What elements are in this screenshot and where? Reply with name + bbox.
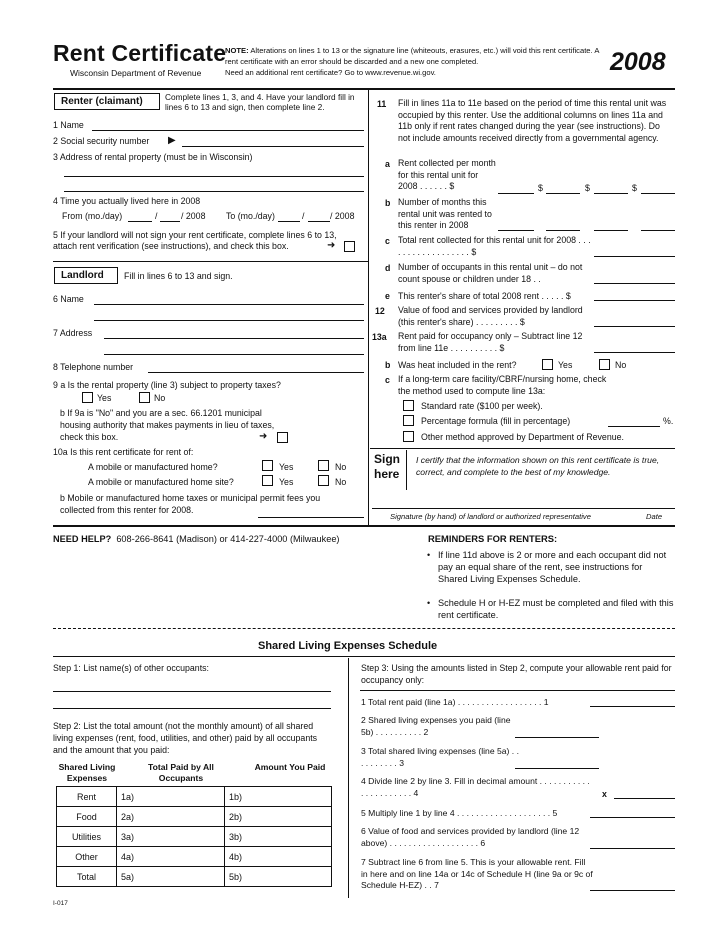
s4-input[interactable]: [614, 798, 675, 799]
line11a-letter: a: [385, 159, 390, 169]
column-divider: [368, 90, 369, 525]
expenses-table: [56, 786, 332, 887]
schedule-title: Shared Living Expenses Schedule: [258, 640, 438, 652]
ssn-input-line[interactable]: [182, 146, 364, 147]
form-year: 2008: [610, 48, 666, 76]
s5-input[interactable]: [590, 817, 675, 818]
landlord-name-input-2[interactable]: [94, 320, 364, 321]
line9a-label: 9 a Is the rental property (line 3) subject to property taxes?: [53, 380, 281, 390]
line12-label: Value of food and services provided by landlord (this renter's share) . . . . . . . . . $: [398, 305, 583, 327]
food-services-input[interactable]: [594, 326, 675, 327]
s3-label: 3 Total shared living expenses (line 5a) . . . . . . . . . . 3: [361, 746, 519, 768]
percentage-input[interactable]: [608, 426, 660, 427]
certification-text: I certify that the information shown on this rent certificate is true, correct, and complete to the best of my knowledge.: [416, 455, 660, 477]
rent-per-month-input-3[interactable]: [594, 193, 628, 194]
rent-per-month-input-4[interactable]: [641, 193, 675, 194]
s2-label: 2 Shared living expenses you paid (line 5b) . . . . . . . . . . 2: [361, 715, 511, 737]
line4-label: 4 Time you actually lived here in 2008: [53, 196, 201, 206]
step3-rule: [360, 690, 675, 691]
mobile-home-no-label: No: [335, 462, 347, 472]
step1-label: Step 1: List name(s) of other occupants:: [53, 663, 209, 673]
line11d-label: Number of occupants in this rental unit – do not count spouse or children under 18 . .: [398, 262, 583, 284]
total-rent-input[interactable]: [594, 256, 675, 257]
you-paid-cell[interactable]: 3b): [225, 827, 332, 847]
line11b-letter: b: [385, 198, 391, 208]
other-method-label: Other method approved by Department of Revenue.: [421, 432, 624, 442]
s1-input[interactable]: [590, 706, 675, 707]
renter-share-input[interactable]: [594, 300, 675, 301]
line11e-letter: e: [385, 291, 390, 301]
mobile-site-yes-label: Yes: [279, 477, 294, 487]
note-label: NOTE:: [225, 46, 249, 55]
s5-label: 5 Multiply line 1 by line 4 . . . . . . . . . . . . . . . . . . . . 5: [361, 808, 558, 818]
line10a-label: 10a Is this rent certificate for rent of:: [53, 447, 194, 457]
from-year: / 2008: [181, 211, 206, 221]
months-input-1[interactable]: [498, 230, 534, 231]
mobile-home-no-checkbox[interactable]: [318, 460, 329, 471]
occupant-input-1[interactable]: [53, 691, 331, 692]
line7-label: 7 Address: [53, 328, 93, 338]
from-month-input[interactable]: [128, 221, 152, 222]
bullet-icon: •: [427, 598, 431, 608]
row-label: Total: [57, 867, 117, 887]
need-help-line: [53, 533, 340, 545]
arrow-right-icon: ➜: [327, 240, 336, 251]
landlord-address-input[interactable]: [104, 338, 364, 339]
renter-instruction: Complete lines 1, 3, and 4. Have your landlord fill in lines 6 to 13 and sign, then complete line 2.: [165, 92, 355, 112]
alteration-note: [225, 45, 605, 78]
dollar-sign: $: [632, 183, 637, 193]
bullet-icon: •: [427, 550, 431, 560]
dollar-sign: $: [538, 183, 543, 193]
col-amount-you-paid: Amount You Paid: [254, 762, 326, 772]
line2-label: 2 Social security number: [53, 136, 150, 146]
table-row: [57, 867, 332, 887]
to-year: / 2008: [330, 211, 355, 221]
standard-rate-checkbox[interactable]: [403, 400, 414, 411]
9a-yes-label: Yes: [97, 393, 112, 403]
note-link[interactable]: Need an additional rent certificate? Go to www.revenue.wi.gov.: [225, 68, 436, 77]
table-row: [57, 827, 332, 847]
row-label: Rent: [57, 787, 117, 807]
landlord-name-input[interactable]: [94, 304, 364, 305]
occupants-input[interactable]: [594, 283, 675, 284]
col-total-paid: Total Paid by All Occupants: [148, 762, 214, 783]
line11c-label: Total rent collected for this rental unit for 2008 . . . . . . . . . . . . . . . . . . $: [398, 235, 591, 257]
rent-occupancy-input[interactable]: [594, 352, 675, 353]
landlord-heading: Landlord: [54, 267, 118, 284]
reminder-2: Schedule H or H-EZ must be completed and filed with this rent certificate.: [438, 598, 674, 620]
occupant-input-2[interactable]: [53, 708, 331, 709]
s2-input[interactable]: [515, 737, 599, 738]
table-row: [57, 787, 332, 807]
to-month-input[interactable]: [278, 221, 300, 222]
mobile-home-label: A mobile or manufactured home?: [88, 462, 218, 472]
note-text: Alterations on lines 1 to 13 or the signature line (whiteouts, erasures, etc.) will void this rent certificate. A rent certificate with an error should be discarded and a new one completed.: [225, 46, 599, 66]
standard-rate-label: Standard rate ($100 per week).: [421, 401, 543, 411]
9b-checkbox[interactable]: [277, 432, 288, 443]
need-help-label: NEED HELP?: [53, 534, 112, 544]
line11c-letter: c: [385, 236, 390, 246]
line13b-label: Was heat included in the rent?: [398, 360, 517, 370]
table-row: [57, 847, 332, 867]
signature-line[interactable]: [372, 508, 675, 509]
landlord-address-input-2[interactable]: [104, 354, 364, 355]
line11d-letter: d: [385, 263, 391, 273]
department-name: Wisconsin Department of Revenue: [70, 68, 202, 78]
reminder-1: If line 11d above is 2 or more and each occupant did not pay an equal share of the rent, see instructions for Shared Living Expenses Schedule.: [438, 550, 667, 584]
s4-label: 4 Divide line 2 by line 3. Fill in decimal amount . . . . . . . . . . . . . . . . . . . . . . 4: [361, 776, 590, 798]
mobile-home-yes-checkbox[interactable]: [262, 460, 273, 471]
sign-divider: [406, 450, 407, 490]
s3-input[interactable]: [515, 768, 599, 769]
percentage-formula-checkbox[interactable]: [403, 415, 414, 426]
col-shared-expenses: Shared Living Expenses: [58, 762, 116, 783]
sign-rule: [370, 448, 675, 449]
rent-per-month-input-2[interactable]: [546, 193, 580, 194]
section-rule: [53, 261, 368, 262]
line10b-label: b Mobile or manufactured home taxes or municipal permit fees you collected from this renter for 2008.: [60, 493, 321, 515]
from-day-input[interactable]: [160, 221, 180, 222]
9a-no-checkbox[interactable]: [139, 392, 150, 403]
line1-label: 1 Name: [53, 120, 84, 130]
step2-label: Step 2: List the total amount (not the monthly amount) of all shared living expenses (rent, food, utilities, and other) paid by all occupants and the amount that you paid:: [53, 721, 318, 755]
header-rule: [53, 88, 675, 90]
you-paid-cell[interactable]: 2b): [225, 807, 332, 827]
s7-label: 7 Subtract line 6 from line 5. This is your allowable rent. Fill in here and on line 14a or 14c of Schedule H (line 9a or 9c of Schedule H-EZ) . . 7: [361, 857, 593, 890]
line8-label: 8 Telephone number: [53, 362, 134, 372]
line13b-letter: b: [385, 360, 391, 370]
form-id: I-017: [53, 900, 68, 907]
mobile-site-yes-checkbox[interactable]: [262, 475, 273, 486]
line6-label: 6 Name: [53, 294, 84, 304]
line11-number: 11: [377, 99, 387, 109]
schedule-rule: [53, 656, 675, 657]
s4-multiplier: x: [602, 789, 607, 799]
line11a-label: Rent collected per month for this rental unit for 2008 . . . . . . $: [398, 158, 496, 191]
rent-per-month-input-1[interactable]: [498, 193, 534, 194]
total-paid-cell[interactable]: 1a): [117, 787, 225, 807]
section-rule: [53, 525, 675, 527]
s7-input[interactable]: [590, 890, 675, 891]
table-row: [57, 807, 332, 827]
total-paid-cell[interactable]: 2a): [117, 807, 225, 827]
step3-label: Step 3: Using the amounts listed in Step 2, compute your allowable rent paid for occupancy only:: [361, 663, 672, 685]
months-input-3[interactable]: [594, 230, 628, 231]
s6-input[interactable]: [590, 848, 675, 849]
from-slash: /: [155, 211, 158, 221]
landlord-instruction: Fill in lines 6 to 13 and sign.: [124, 271, 233, 281]
line13c-label: If a long-term care facility/CBRF/nursing home, check the method used to compute line 13a:: [398, 374, 607, 396]
row-label: Utilities: [57, 827, 117, 847]
to-day-input[interactable]: [308, 221, 330, 222]
row-label: Food: [57, 807, 117, 827]
line13c-letter: c: [385, 375, 390, 385]
to-slash: /: [302, 211, 305, 221]
signature-label: Signature (by hand) of landlord or authorized representative: [390, 512, 591, 521]
total-paid-cell[interactable]: 4a): [117, 847, 225, 867]
line11-instruction: Fill in lines 11a to 11e based on the period of time this rental unit was occupied by this renter. Use the additional columns on lines 11a and 11b only if rent rates changed during the year (see instructions). Do not include amounts received directly from a governmental agency.: [398, 98, 667, 143]
mobile-site-no-label: No: [335, 477, 347, 487]
schedule-divider: [348, 658, 349, 898]
months-input-4[interactable]: [641, 230, 675, 231]
line13a-label: Rent paid for occupancy only – Subtract line 12 from line 11e . . . . . . . . . . $: [398, 331, 583, 353]
you-paid-cell[interactable]: 5b): [225, 867, 332, 887]
heat-no-checkbox[interactable]: [599, 359, 610, 370]
line5-label: 5 If your landlord will not sign your rent certificate, complete lines 6 to 13, attach rent verification (see instructions), and check this box.: [53, 230, 337, 251]
mobile-home-yes-label: Yes: [279, 462, 294, 472]
arrow-right-icon: ➜: [259, 431, 268, 442]
line13a-number: 13a: [372, 332, 387, 342]
s1-label: 1 Total rent paid (line 1a) . . . . . . . . . . . . . . . . . . 1: [361, 697, 549, 707]
line11b-label: Number of months this rental unit was rented to this renter in 2008: [398, 197, 492, 230]
row-label: Other: [57, 847, 117, 867]
date-label: Date: [646, 512, 663, 521]
telephone-input[interactable]: [148, 372, 364, 373]
to-label: To (mo./day): [226, 211, 275, 221]
line11e-label: This renter's share of total 2008 rent . . . . . $: [398, 291, 571, 301]
arrow-right-icon: ▶: [168, 135, 176, 146]
from-label: From (mo./day): [62, 211, 123, 221]
sign-here-label: Sign here: [374, 452, 400, 481]
other-method-checkbox[interactable]: [403, 431, 414, 442]
address-input-line-2[interactable]: [64, 191, 364, 192]
9a-yes-checkbox[interactable]: [82, 392, 93, 403]
months-input-2[interactable]: [546, 230, 580, 231]
you-paid-cell[interactable]: 1b): [225, 787, 332, 807]
heat-yes-label: Yes: [558, 360, 573, 370]
permit-fees-input[interactable]: [258, 517, 364, 518]
cut-line: [53, 628, 675, 629]
line9b-label: b If 9a is "No" and you are a sec. 66.1201 municipal housing authority that makes payments in lieu of taxes, check this box.: [60, 408, 275, 442]
heat-no-label: No: [615, 360, 627, 370]
percent-sign: %.: [663, 416, 674, 426]
s6-label: 6 Value of food and services provided by landlord (line 12 above) . . . . . . . . . . . . . . . . . . . 6: [361, 826, 580, 848]
total-paid-cell[interactable]: 5a): [117, 867, 225, 887]
reminders-title: REMINDERS FOR RENTERS:: [428, 533, 558, 544]
name-input-line[interactable]: [92, 130, 364, 131]
help-phones: 608-266-8641 (Madison) or 414-227-4000 (Milwaukee): [116, 534, 340, 544]
renter-heading: Renter (claimant): [54, 93, 160, 110]
no-landlord-signature-checkbox[interactable]: [344, 241, 355, 252]
mobile-site-label: A mobile or manufactured home site?: [88, 477, 234, 487]
form-title: Rent Certificate: [53, 40, 227, 66]
address-input-line-1[interactable]: [64, 176, 364, 177]
heat-yes-checkbox[interactable]: [542, 359, 553, 370]
line3-label: 3 Address of rental property (must be in Wisconsin): [53, 152, 253, 162]
percentage-formula-label: Percentage formula (fill in percentage): [421, 416, 571, 426]
9a-no-label: No: [154, 393, 166, 403]
you-paid-cell[interactable]: 4b): [225, 847, 332, 867]
mobile-site-no-checkbox[interactable]: [318, 475, 329, 486]
total-paid-cell[interactable]: 3a): [117, 827, 225, 847]
dollar-sign: $: [585, 183, 590, 193]
line12-number: 12: [375, 306, 385, 316]
